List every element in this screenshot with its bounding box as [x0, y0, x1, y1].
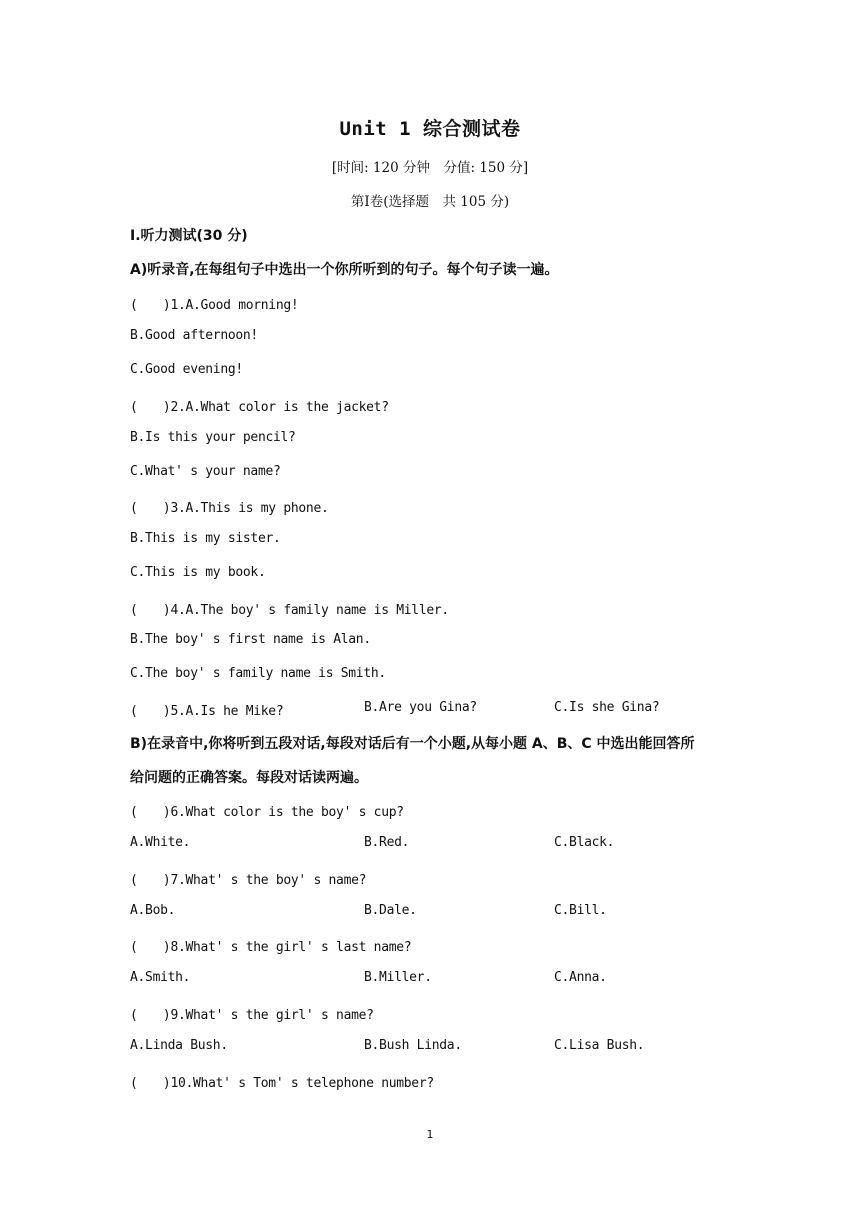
- part-b-instruction-line-2: 给问题的正确答案。每段对话读两遍。: [130, 770, 368, 786]
- question-4-option-b: B.The boy' s first name is Alan.: [130, 632, 371, 647]
- page-number: 1: [426, 1128, 434, 1141]
- question-8-option-b: B.Miller.: [364, 970, 432, 985]
- question-2-option-b: B.Is this your pencil?: [130, 430, 296, 445]
- question-7-option-c: C.Bill.: [554, 903, 607, 918]
- page-title: Unit 1 综合测试卷: [339, 118, 521, 140]
- question-1-stem: ( )1.A.Good morning!: [130, 298, 299, 313]
- question-5-option-b: B.Are you Gina?: [364, 700, 477, 715]
- question-9-stem: ( )9.What' s the girl' s name?: [130, 1008, 374, 1023]
- question-7-option-b: B.Dale.: [364, 903, 417, 918]
- question-8-option-c: C.Anna.: [554, 970, 607, 985]
- question-3-option-b: B.This is my sister.: [130, 531, 281, 546]
- question-9-option-a: A.Linda Bush.: [130, 1038, 228, 1053]
- question-2-stem: ( )2.A.What color is the jacket?: [130, 400, 389, 415]
- question-3-option-c: C.This is my book.: [130, 565, 266, 580]
- question-7-option-a: A.Bob.: [130, 903, 176, 918]
- question-8-stem: ( )8.What' s the girl' s last name?: [130, 940, 412, 955]
- question-1-option-c: C.Good evening!: [130, 362, 243, 377]
- question-5-stem: ( )5.A.Is he Mike?: [130, 704, 284, 719]
- question-1-option-b: B.Good afternoon!: [130, 328, 258, 343]
- question-9-option-c: C.Lisa Bush.: [554, 1038, 645, 1053]
- question-4-stem: ( )4.A.The boy' s family name is Miller.: [130, 603, 449, 618]
- question-8-option-a: A.Smith.: [130, 970, 191, 985]
- question-5-option-c: C.Is she Gina?: [554, 700, 660, 715]
- question-7-stem: ( )7.What' s the boy' s name?: [130, 873, 367, 888]
- question-6-stem: ( )6.What color is the boy' s cup?: [130, 805, 404, 820]
- question-6-option-b: B.Red.: [364, 835, 410, 850]
- question-4-option-c: C.The boy' s family name is Smith.: [130, 666, 386, 681]
- question-9-option-b: B.Bush Linda.: [364, 1038, 462, 1053]
- question-3-stem: ( )3.A.This is my phone.: [130, 501, 329, 516]
- exam-meta: [时间: 120 分钟 分值: 150 分]: [331, 160, 529, 176]
- question-10-stem: ( )10.What' s Tom' s telephone number?: [130, 1076, 434, 1091]
- section-heading-listening: Ⅰ.听力测试(30 分): [130, 228, 248, 244]
- part-a-instruction: A)听录音,在每组句子中选出一个你所听到的句子。每个句子读一遍。: [130, 262, 559, 278]
- volume-heading: 第Ⅰ卷(选择题 共 105 分): [350, 194, 510, 210]
- question-6-option-c: C.Black.: [554, 835, 615, 850]
- question-2-option-c: C.What' s your name?: [130, 464, 281, 479]
- question-6-option-a: A.White.: [130, 835, 191, 850]
- part-b-instruction-line-1: B)在录音中,你将听到五段对话,每段对话后有一个小题,从每小题 A、B、C 中选出能回答所: [130, 736, 695, 752]
